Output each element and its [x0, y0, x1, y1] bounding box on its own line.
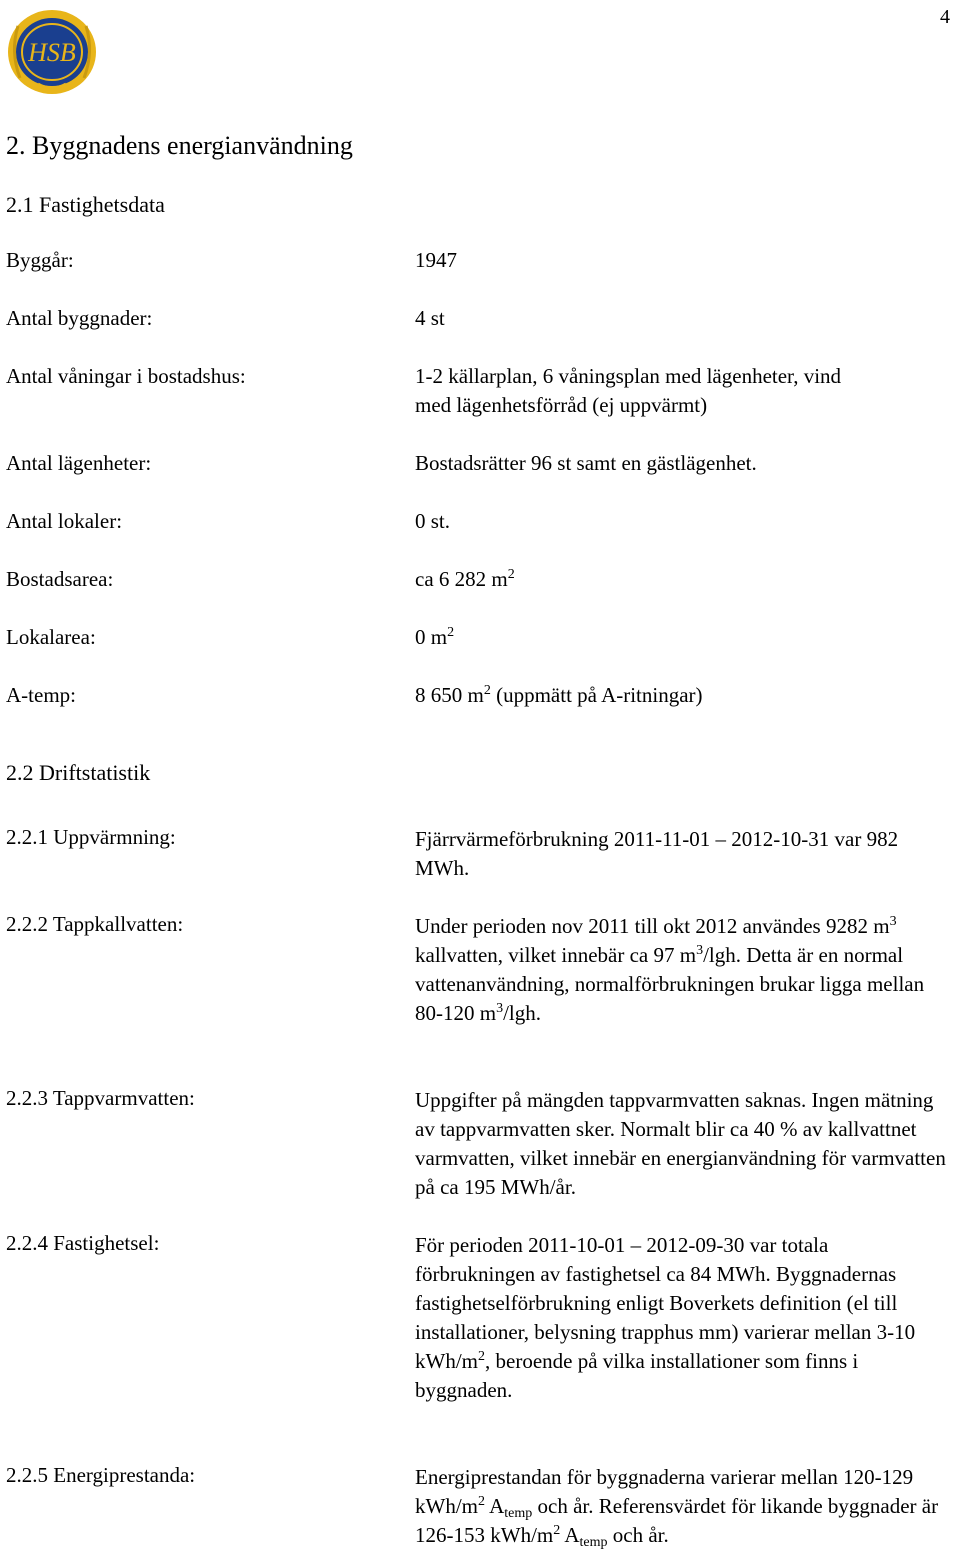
label-antal-lagenheter: Antal lägenheter:: [6, 451, 152, 475]
value-antal-lokaler: 0 st.: [415, 509, 451, 533]
label-a-temp: A-temp:: [6, 683, 76, 707]
value-antal-vaningar-line1: 1-2 källarplan, 6 våningsplan med lägenheter, vind: [415, 364, 842, 388]
value-antal-byggnader: 4 st: [415, 306, 445, 330]
hsb-logo: [4, 6, 100, 98]
label-tappvarmvatten: 2.2.3 Tappvarmvatten:: [6, 1086, 195, 1110]
label-tappkallvatten: 2.2.2 Tappkallvatten:: [6, 912, 184, 936]
subsection-heading-driftstatistik: 2.2 Driftstatistik: [6, 760, 151, 785]
svg-text:HSB: HSB: [28, 38, 76, 67]
text-uppvarmning: Fjärrvärmeförbrukning 2011-11-01 – 2012-10-31 var 982 MWh.: [415, 827, 899, 880]
label-antal-vaningar: Antal våningar i bostadshus:: [6, 364, 246, 388]
value-a-temp: 8 650 $m^2$ (uppmätt på A-ritningar): [415, 683, 703, 707]
value-lokalarea: 0 $m^2$: [415, 625, 455, 649]
label-antal-lokaler: Antal lokaler:: [6, 509, 123, 533]
value-antal-vaningar-line2: med lägenhetsförråd (ej uppvärmt): [415, 393, 708, 417]
value-bostadsarea: ca 6 282 $m^2$: [415, 567, 515, 591]
label-uppvarmning: 2.2.1 Uppvärmning:: [6, 825, 176, 849]
label-energiprestanda: 2.2.5 Energiprestanda:: [6, 1463, 196, 1487]
label-byggar: Byggår:: [6, 248, 74, 272]
section-heading: 2. Byggnadens energianvändning: [6, 131, 353, 160]
subsection-heading-fastighetsdata: 2.1 Fastighetsdata: [6, 192, 165, 217]
label-bostadsarea: Bostadsarea:: [6, 567, 114, 591]
label-antal-byggnader: Antal byggnader:: [6, 306, 153, 330]
text-energiprestanda: Energiprestandan för byggnaderna varierar mellan 120-129 kWh/$m^2$ $A_{temp}$ och år. Referensvärdet för likande byggnader är 126-153 kWh/$m^2$ $A_{temp}$ och år.: [415, 1465, 939, 1550]
page-number: 4: [940, 6, 950, 28]
value-byggar: 1947: [415, 248, 457, 272]
text-fastighetsel: För perioden 2011-10-01 – 2012-09-30 var totala förbrukningen av fastighetsel ca 84 MWh. Byggnadernas fastighetselförbrukning enligt Boverkets definition (el till installationer, belysning trapphus mm) varierar mellan 3-10 kWh/$m^2$, beroende på vilka installationer som finns i byggnaden.: [415, 1233, 916, 1402]
label-fastighetsel: 2.2.4 Fastighetsel:: [6, 1231, 160, 1255]
value-antal-lagenheter: Bostadsrätter 96 st samt en gästlägenhet.: [415, 451, 757, 475]
label-lokalarea: Lokalarea:: [6, 625, 96, 649]
text-tappvarmvatten: Uppgifter på mängden tappvarmvatten saknas. Ingen mätning av tappvarmvatten sker. Normalt blir ca 40 % av kallvattnet varmvatten, vilket innebär en energianvändning för varmvatten på ca 195 MWh/år.: [415, 1088, 946, 1199]
text-tappkallvatten: Under perioden nov 2011 till okt 2012 användes 9282 $m^3$ kallvatten, vilket innebär ca 97 $m^3$/lgh. Detta är en normal vattenanvändning, normalförbrukningen brukar ligga mellan 80-120 $m^3$/lgh.: [415, 914, 925, 1025]
